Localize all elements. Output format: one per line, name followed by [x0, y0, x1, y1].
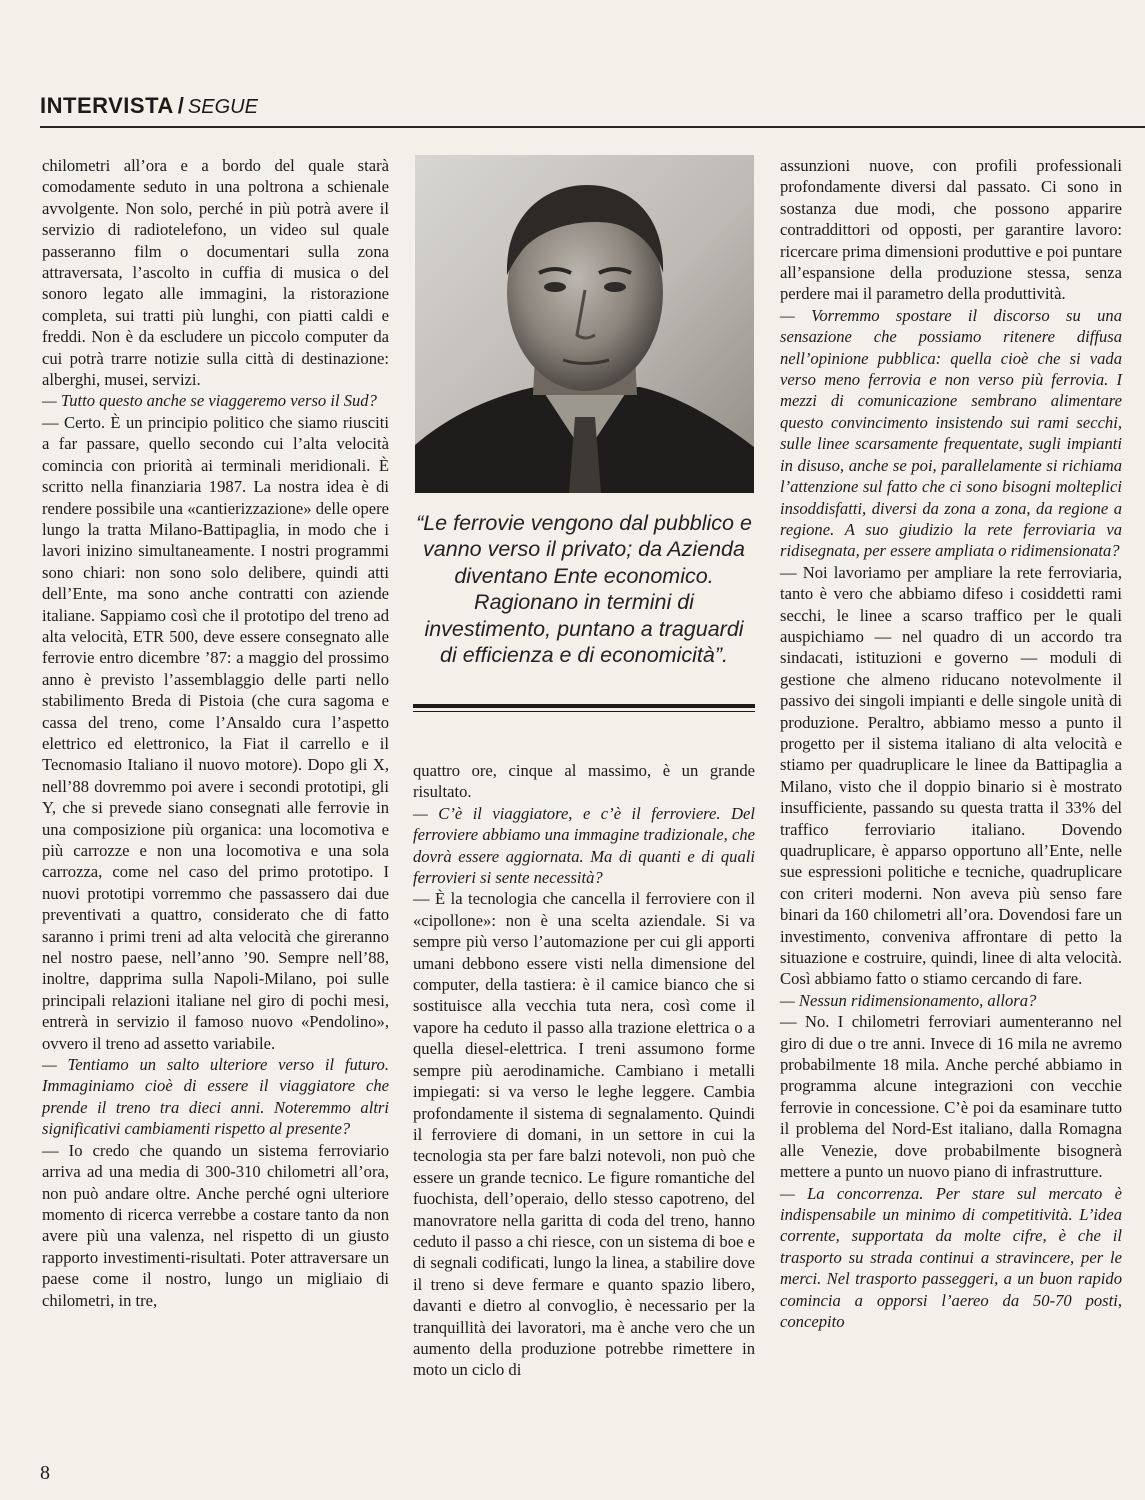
- interview-question: — Vorremmo spostare il discorso su una sensazione che possiamo ritenere diffusa nell’opinione pubblica: quella cioè che si vada verso meno ferrovia e non verso più ferrovia. I mezzi di comunicazione sembrano alimentare questo convincimento insistendo sui rami secchi, sulle linee scarsamente frequentate, sugli impianti in disuso, anche se poi, parallelamente si richiama l’attenzione sul fatto che ci sono bisogni molteplici insoddisfatti, diversi da zona a zona, da regione a regione. A suo giudizio la rete ferroviaria va ridisegnata, per essere ampliata o ridimensionata?: [780, 305, 1122, 561]
- header-separator: /: [177, 93, 184, 118]
- section-header: [40, 92, 1145, 121]
- text-column-3: [780, 155, 1122, 1332]
- paragraph: chilometri all’ora e a bordo del quale starà comodamente seduto in una poltrona a schienale avvolgente. Non solo, perché in più potrà avere il servizio di radiotelefono, un video sul quale passeranno film o documentari sulla zona attraversata, l’ascolto in cuffia di musica o del sonoro legato alle immagini, la ristorazione completa, sui tratti più lunghi, con piatti caldi e freddi. Non è da escludere un piccolo computer da cui potrà trarre notizie sulla città di destinazione: alberghi, musei, servizi.: [42, 156, 389, 390]
- caption-rule-thick: [413, 704, 755, 708]
- section-title: INTERVISTA: [40, 93, 174, 118]
- paragraph: quattro ore, cinque al massimo, è un grande risultato.: [413, 761, 755, 802]
- text-column-2: [413, 760, 755, 1381]
- paragraph: — No. I chilometri ferroviari aumenteranno nel giro di due o tre anni. Invece di 16 mila ne avremo probabilmente 18 mila. Anche perché abbiamo in programma alcune integrazioni con vecchie ferrovie in concessione. C’è poi da esaminare tutto il problema del Nord-Est italiano, dalla Romagna alle Venezie, dove probabilmente bisognerà mettere a punto un nuovo piano di infrastrutture.: [780, 1012, 1122, 1182]
- portrait-photo: [415, 155, 754, 493]
- interview-question: — Tutto questo anche se viaggeremo verso il Sud?: [42, 391, 377, 411]
- interview-question: — Nessun ridimensionamento, allora?: [780, 990, 1037, 1010]
- page-number: 8: [40, 1462, 50, 1484]
- paragraph: — Io credo che quando un sistema ferroviario arriva ad una media di 300-310 chilometri all’ora, non può andare oltre. Anche perché ogni ulteriore momento di ricerca verrebbe a costare tanto da non avere più una valenza, nel rispetto di un giusto rapporto investimenti-risultati. Poter attraversare un paese come il nostro, lungo un migliaio di chilometri, in tre,: [42, 1140, 389, 1310]
- paragraph: — Noi lavoriamo per ampliare la rete ferroviaria, tanto è vero che abbiamo difeso i cosiddetti rami secchi, le linee a scarso traffico per le quali auspichiamo — nel quadro di un accordo tra sindacati, istituzioni e governo — moduli di gestione che almeno riducano notevolmente il passivo dei singoli impianti e delle singole unità di produzione. Peraltro, abbiamo messo a punto il progetto per il sistema italiano di alta velocità e stiamo per quadruplicare le linee da Battipaglia a Milano, visto che il doppio binario si è mostrato insufficiente, passando su questa tratta il 33% del traffico ferroviario italiano. Dovendo quadruplicare, è apparso opportuno all’Ente, nelle sue espressioni politiche e tecniche, quadruplicare con criteri moderni. Non aveva più senso fare binari da 160 chilometri all’ora. Dovendosi fare un investimento, conveniva affrontare di petto la situazione e costruire, quindi, linee di alta velocità. Così abbiamo fatto o stiamo cercando di fare.: [780, 562, 1122, 989]
- header-rule: [40, 126, 1145, 128]
- caption-rule-thin: [413, 711, 755, 712]
- photo-caption-quote: “Le ferrovie vengono dal pubblico e vanno verso il privato; da Azienda diventano Ente economico. Ragionano in termini di investimento, puntano a traguardi di efficienza e di economicità”.: [416, 511, 752, 668]
- interview-question: — La concorrenza. Per stare sul mercato è indispensabile un minimo di competitività. L’idea corrente, supportata da molte cifre, è che il trasporto su strada continui a stravincere, per le merci. Nel trasporto passeggeri, a un buon rapido comincia a opporsi l’aereo da 50-70 posti, concepito: [780, 1183, 1122, 1331]
- portrait-illustration: [415, 155, 754, 493]
- paragraph: — Certo. È un principio politico che siamo riusciti a far passare, quello secondo cui l’alta velocità comincia con priorità ai terminali meridionali. È scritto nella finanziaria 1987. La nostra idea è di rendere possibile una «cantierizzazione» delle opere lungo la tratta Milano-Battipaglia, in modo che i lavori inizino simultaneamente. I nostri programmi sono chiari: non sono solo delibere, quindi atti dell’Ente, ma sono anche contratti con aziende italiane. Sappiamo così che il prototipo del treno ad alta velocità, ETR 500, deve essere consegnato alle ferrovie entro dicembre ’87: a maggio del prossimo anno è previsto l’assemblaggio delle parti nello stabilimento Breda di Pistoia (che cura sagoma e cassa del treno, come l’Ansaldo cura l’aspetto elettrico ed elettronico, la Fiat il carrello e il Tecnomasio Italiano il nuovo motore). Dopo gli X, nell’88 dovremmo poi avere i secondi prototipi, gli Y, che si prevede siano consegnati alle ferrovie in una composizione più organica: una locomotiva e più carrozze e non una locomotiva e una sola carrozza, come nel caso del primo prototipo. I nuovi prototipi vorremmo che passassero dai due preventivati a quattro, considerato che di fatto saranno i primi treni ad alta velocità che gireranno nel nostro paese, nell’anno ’90. Sempre nell’88, inoltre, dapprima sulla Napoli-Milano, poi sulle principali relazioni italiane nel giro di pochi mesi, entrerà in servizio il famoso nuovo «Pendolino», ovvero il treno ad assetto variabile.: [42, 412, 389, 1053]
- paragraph: — È la tecnologia che cancella il ferroviere con il «cipollone»: non è una scelta aziendale. Si va sempre più verso l’automazione per cui gli apporti umani debbono essere visti nella dimensione del computer, della tastiera: è il camice bianco che si sostituisce alla vecchia tuta nera, così come il vapore ha ceduto il passo alla trazione elettrica o a quella diesel-elettrica. I treni assumono forme sempre più aerodinamiche. Cambiano i metalli impiegati: si va verso le leghe leggere. Cambia profondamente il sistema di segnalamento. Quindi il ferroviere di domani, in un settore in cui la tecnologia sta per fare balzi notevoli, non può che essere un grande tecnico. Le figure romantiche del fuochista, dell’operaio, dello stesso capotreno, del manovratore nella garitta di coda del treno, hanno ceduto il passo a chi riesce, con un sistema di boe e di segnali codificati, lungo la linea, a stabilire dove il treno si deve fermare e quanto spazio libero, davanti e dietro al convoglio, è necessario per la tranquillità dei lavoratori, ma è anche vero che un aumento della produzione potrebbe rimettere in moto un ciclo di: [413, 889, 755, 1380]
- section-subtitle: SEGUE: [187, 96, 258, 118]
- interview-question: — Tentiamo un salto ulteriore verso il futuro. Immaginiamo cioè di essere il viaggiatore che prende il treno tra dieci anni. Noteremmo altri significativi cambiamenti rispetto al presente?: [42, 1055, 389, 1139]
- paragraph: assunzioni nuove, con profili professionali profondamente diversi dal passato. Ci sono in sostanza due modi, che possono apparire contraddittori od opposti, per garantire lavoro: ricercare prima dimensioni produttive e poi puntare all’espansione della produzione stessa, senza perdere mai il parametro della produttività.: [780, 156, 1122, 304]
- interview-question: — C’è il viaggiatore, e c’è il ferroviere. Del ferroviere abbiamo una immagine tradizionale, che dovrà essere aggiornata. Ma di quanti e di quali ferrovieri si sente necessità?: [413, 803, 755, 888]
- text-column-1: [42, 155, 389, 1311]
